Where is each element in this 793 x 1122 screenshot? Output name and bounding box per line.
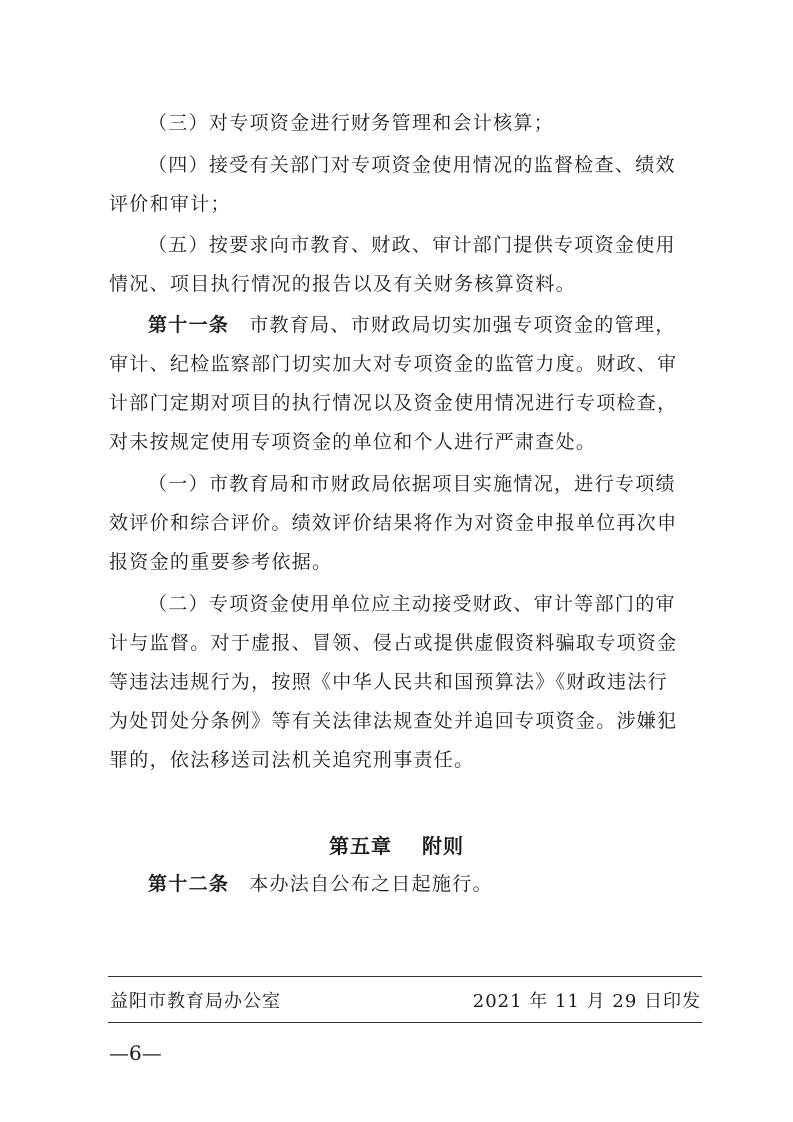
article-11-text: 市教育局、市财政局切实加强专项资金的管理， xyxy=(249,314,676,336)
footer-date: 2021 年 11 月 29 日印发 xyxy=(472,991,701,1012)
article-11-line-4: 对未按规定使用专项资金的单位和个人进行严肃查处。 xyxy=(109,431,597,453)
clause-5-line-1: （五）按要求向市教育、财政、审计部门提供专项资金使用 xyxy=(148,234,676,256)
article-11-line-2: 审计、纪检监察部门切实加大对专项资金的监管力度。财政、审 xyxy=(109,353,678,375)
sub-clause-2-line-2: 计与监督。对于虚报、冒领、侵占或提供虚假资料骗取专项资金 xyxy=(109,632,678,654)
chapter-number: 第五章 xyxy=(329,834,392,858)
sub-clause-2-line-4: 为处罚处分条例》等有关法律法规查处并追回专项资金。涉嫌犯 xyxy=(109,710,678,732)
clause-4-line-2: 评价和审计； xyxy=(109,193,231,215)
clause-5-line-2: 情况、项目执行情况的报告以及有关财务核算资料。 xyxy=(109,273,576,295)
article-11-label: 第十一条 xyxy=(148,314,230,336)
sub-clause-2-line-3: 等违法违规行为，按照《中华人民共和国预算法》《财政违法行 xyxy=(109,671,668,693)
article-12-label: 第十二条 xyxy=(148,873,230,895)
sub-clause-1-line-2: 效评价和综合评价。绩效评价结果将作为对资金申报单位再次申 xyxy=(109,512,678,534)
footer-issuer: 益阳市教育局办公室 xyxy=(110,991,281,1012)
sub-clause-1-line-3: 报资金的重要参考依据。 xyxy=(109,551,333,573)
page-number: —6— xyxy=(109,1041,162,1065)
sub-clause-1-line-1: （一）市教育局和市财政局依据项目实施情况，进行专项绩 xyxy=(148,473,676,495)
chapter-heading xyxy=(0,830,793,859)
clause-4-line-1: （四）接受有关部门对专项资金使用情况的监督检查、绩效 xyxy=(148,154,676,176)
chapter-name: 附则 xyxy=(422,834,464,858)
footer-bottom-rule xyxy=(108,1022,702,1023)
footer-top-rule xyxy=(108,976,702,977)
sub-clause-2-line-1: （二）专项资金使用单位应主动接受财政、审计等部门的审 xyxy=(148,593,676,615)
sub-clause-2-line-5: 罪的，依法移送司法机关追究刑事责任。 xyxy=(109,749,475,771)
clause-3-line-1: （三）对专项资金进行财务管理和会计核算； xyxy=(148,112,555,134)
article-11-line-1 xyxy=(148,313,701,337)
article-11-line-3: 计部门定期对项目的执行情况以及资金使用情况进行专项检查， xyxy=(109,392,678,414)
article-12-text: 本办法自公布之日起施行。 xyxy=(249,873,493,895)
article-12-line xyxy=(148,872,701,896)
